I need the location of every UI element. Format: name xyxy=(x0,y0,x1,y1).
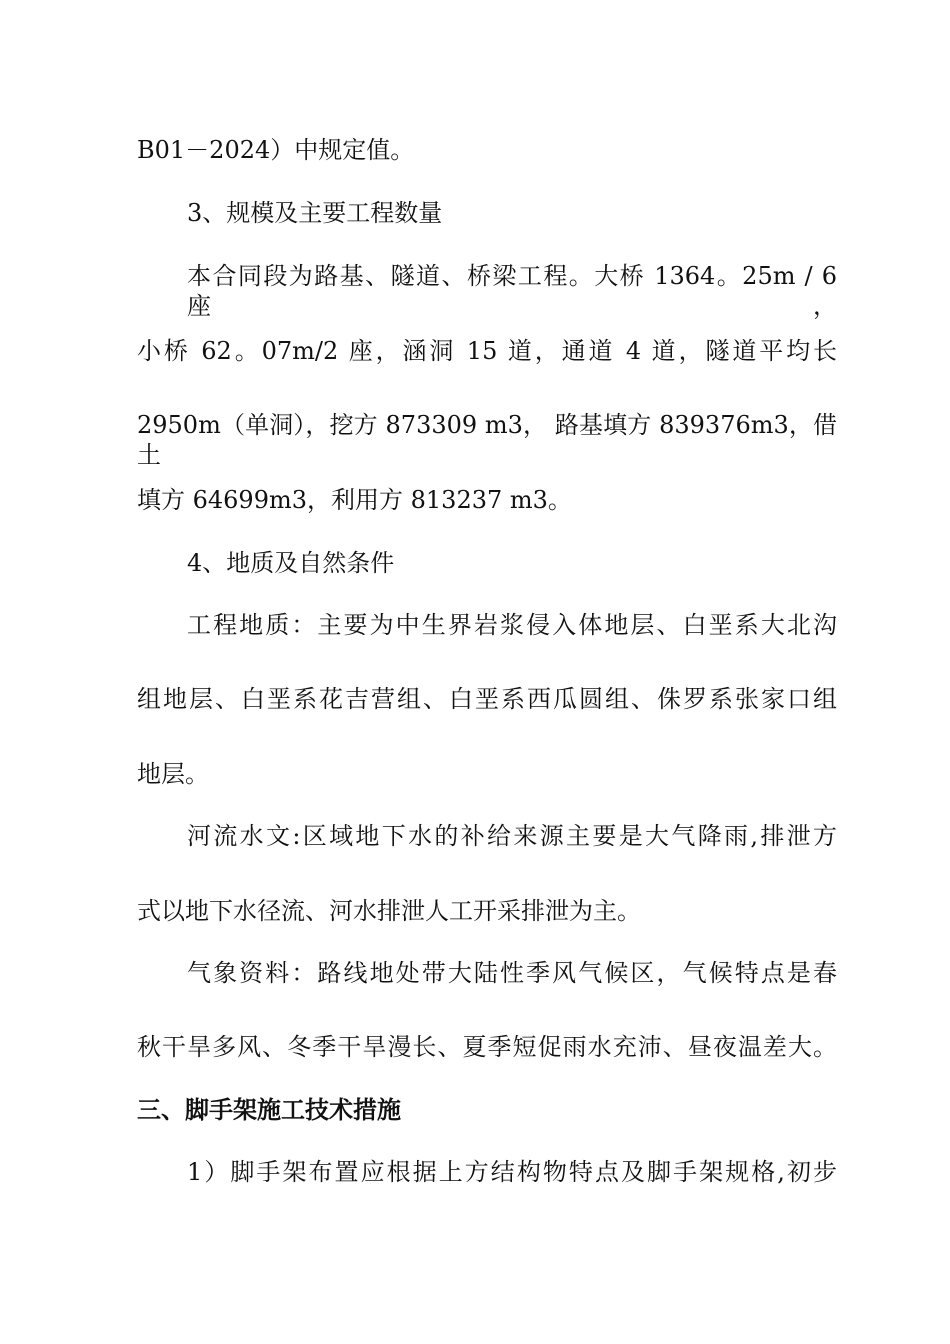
paragraph-line: 小桥 62。07m/2 座，涵洞 15 道，通道 4 道，隧道平均长 xyxy=(137,337,837,365)
paragraph-line: 工程地质：主要为中生界岩浆侵入体地层、白垩系大北沟 xyxy=(187,611,837,639)
paragraph-line: 本合同段为路基、隧道、桥梁工程。大桥 1364。25m / 6 座， xyxy=(187,262,837,320)
paragraph-line: 气象资料：路线地处带大陆性季风气候区，气候特点是春 xyxy=(187,959,837,987)
paragraph-line: 组地层、白垩系花吉营组、白垩系西瓜圆组、侏罗系张家口组 xyxy=(137,685,837,713)
section-subheading: 4、地质及自然条件 xyxy=(187,549,395,577)
paragraph-line: 1）脚手架布置应根据上方结构物特点及脚手架规格,初步 xyxy=(187,1158,837,1186)
paragraph-line: 2950m（单洞），挖方 873309 m3， 路基填方 839376m3，借土 xyxy=(137,411,837,469)
section-heading: 三、脚手架施工技术措施 xyxy=(137,1096,401,1124)
paragraph-line: 地层。 xyxy=(137,760,209,788)
paragraph-line: 河流水文:区域地下水的补给来源主要是大气降雨,排泄方 xyxy=(187,822,837,850)
paragraph-line: 秋干旱多风、冬季干旱漫长、夏季短促雨水充沛、昼夜温差大。 xyxy=(137,1033,837,1061)
section-subheading: 3、规模及主要工程数量 xyxy=(187,199,443,227)
paragraph-line: 填方 64699m3，利用方 813237 m3。 xyxy=(137,486,572,514)
paragraph-line: 式以地下水径流、河水排泄人工开采排泄为主。 xyxy=(137,897,641,925)
paragraph-line: B01－2024）中规定值。 xyxy=(137,136,415,164)
